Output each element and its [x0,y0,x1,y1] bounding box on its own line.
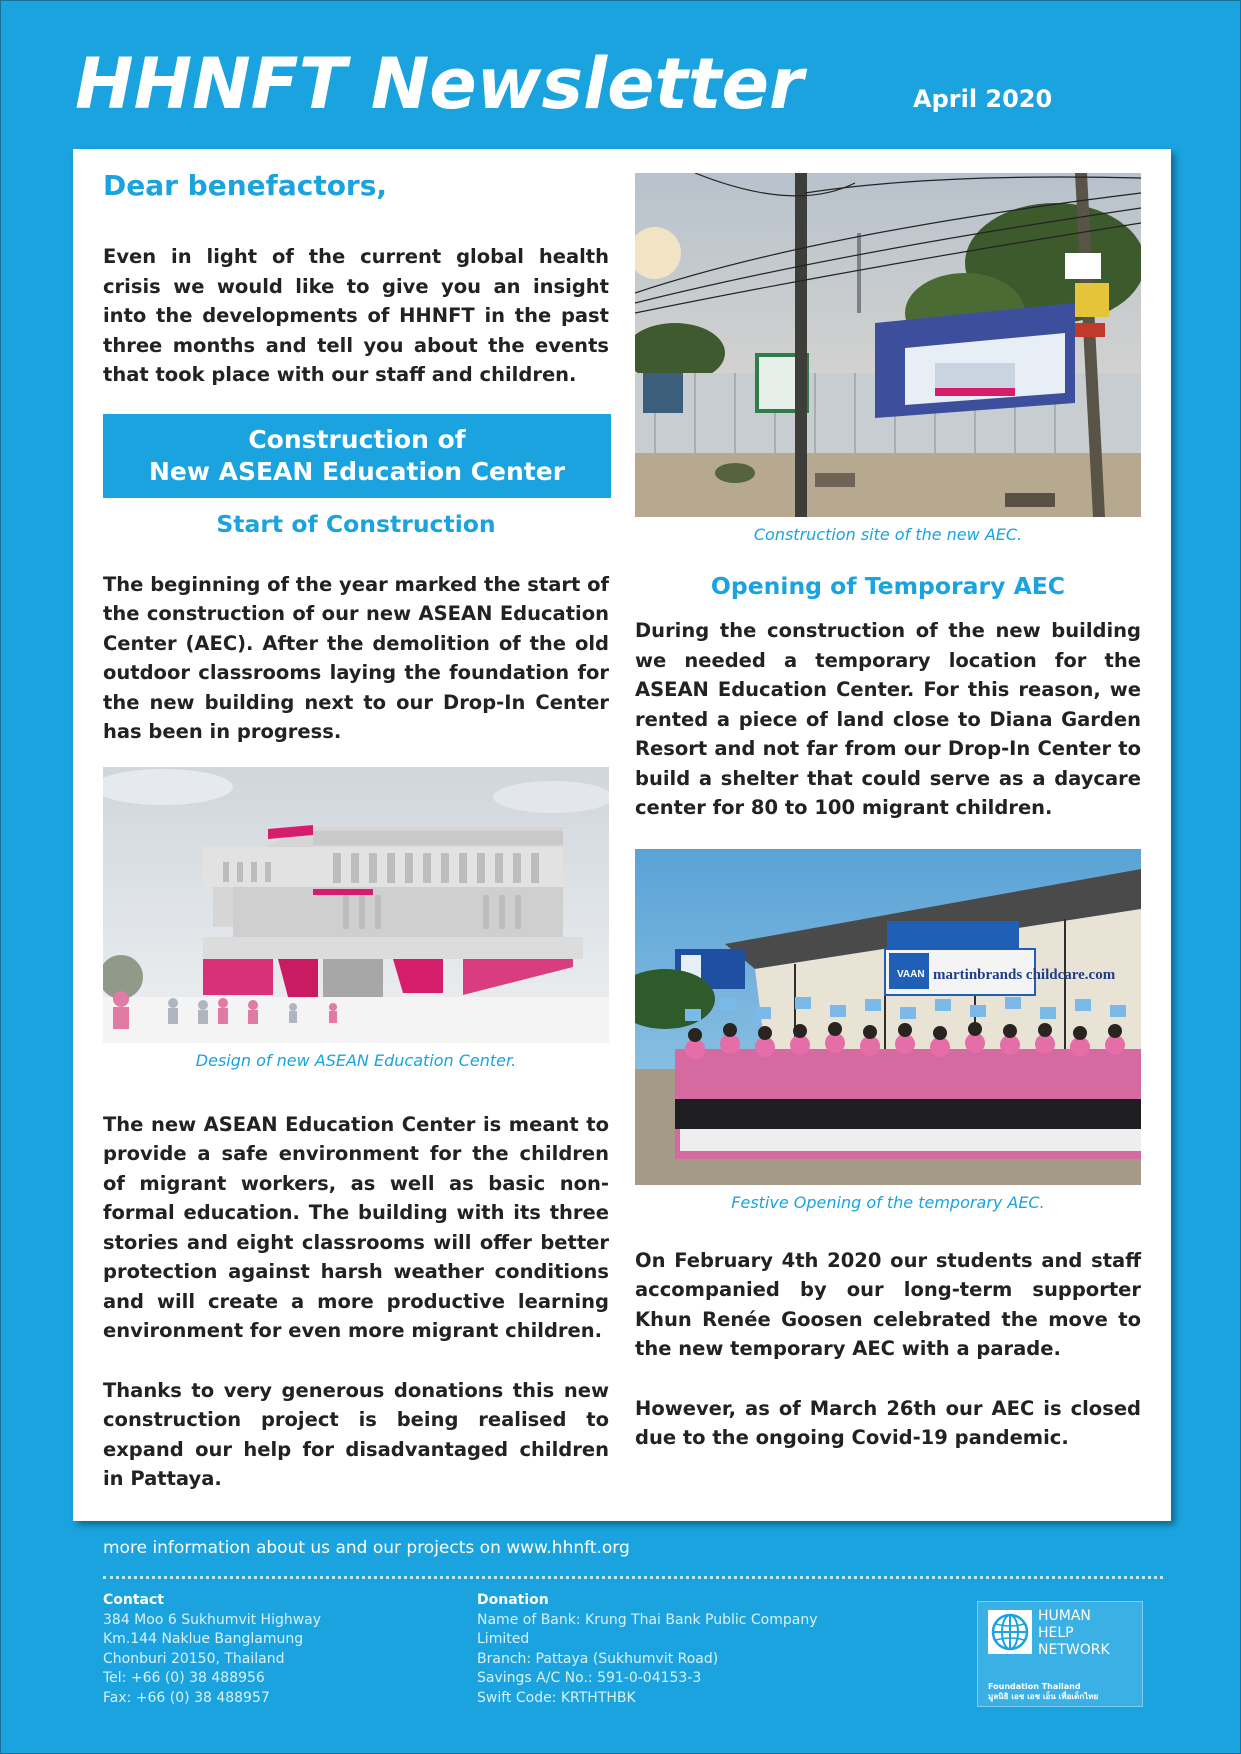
donations-paragraph: Thanks to very generous donations this new construction project is being realised to expand our help for disadvantaged children in Pattaya. [103,1378,609,1490]
left-column [103,169,609,1494]
masthead-title: HHNFT Newsletter [75,43,804,125]
right-column [635,173,1141,1453]
donation-block [477,1591,818,1708]
donation-account: Savings A/C No.: 591-0-04153-3 [477,1670,702,1686]
subhead-opening-temporary: Opening of Temporary AEC [710,572,1066,600]
contact-phone: Tel: +66 (0) 38 488956 [103,1670,265,1686]
banner-line-1: Construction of [248,424,466,454]
parade-paragraph: On February 4th 2020 our students and staff accompanied by our long-term supporter Khun Renée Goosen celebrated the move to the new temporary AEC with a parade. [635,1248,1141,1360]
donation-heading: Donation [477,1592,549,1608]
dotted-divider [103,1576,1163,1579]
logo-name [1038,1608,1110,1659]
logo-tagline-en: Foundation Thailand [988,1682,1081,1691]
contact-block [103,1591,321,1708]
donation-line: Name of Bank: Krung Thai Bank Public Company [477,1611,818,1628]
intro-paragraph: Even in light of the current global health crisis we would like to give you an insight into the developments of HHNFT in the past three months and tell you about the events that took place with our staff and children. [103,245,609,386]
sign-martinbrands-text: martinbrands childcare.com [933,966,1116,983]
section-banner [103,414,611,498]
caption-design: Design of new ASEAN Education Center. [195,1050,517,1070]
construction-site-photo [635,173,1141,517]
sign-vaan-text: VAAN [897,968,925,980]
logo-tagline [988,1682,1098,1702]
caption-site: Construction site of the new AEC. [753,525,1023,544]
issue-date: April 2020 [913,85,1053,113]
content-panel [73,149,1171,1521]
start-construction-paragraph: The beginning of the year marked the start of the construction of our new ASEAN Education Center (AEC). After the demolition of the old outdoor classrooms laying the foundation for the new building next to our Drop-In Center has been in progress. [103,572,609,743]
contact-line: Chonburi 20150, Thailand [103,1650,285,1667]
logo-name-line: NETWORK [1038,1642,1110,1658]
contact-heading: Contact [103,1592,164,1608]
subhead-start-construction: Start of Construction [216,509,496,538]
contact-line: Km.144 Naklue Banglamung [103,1631,304,1647]
design-rendering-photo [103,767,609,1043]
logo-name-line: HUMAN [1038,1608,1091,1624]
festive-opening-photo [635,849,1141,1185]
banner-line-2: New ASEAN Education Center [148,456,566,486]
logo-tagline-th: มูลนิธิ เอช เอช เอ็น เพื่อเด็กไทย [988,1692,1099,1701]
closure-paragraph: However, as of March 26th our AEC is closed due to the ongoing Covid-19 pandemic. [635,1396,1141,1449]
donation-swift: Swift Code: KRTHTHBK [477,1689,636,1706]
website-link[interactable]: more information about us and our projects on www.hhnft.org [103,1538,630,1558]
new-aec-paragraph: The new ASEAN Education Center is meant to provide a safe environment for the children of migrant workers, as well as basic non-formal education. The building with its three stories and eight classrooms will offer better protection against harsh weather conditions and will create a more productive learning environment for even more migrant children. [103,1112,609,1342]
donation-line: Branch: Pattaya (Sukhumvit Road) [477,1650,719,1667]
logo-name-line: HELP [1038,1625,1074,1641]
globe-icon [988,1610,1032,1654]
greeting: Dear benefactors, [103,169,388,202]
hhn-logo [977,1601,1143,1707]
contact-fax: Fax: +66 (0) 38 488957 [103,1689,270,1706]
caption-opening: Festive Opening of the temporary AEC. [731,1192,1045,1212]
donation-line: Limited [477,1631,530,1647]
contact-line: 384 Moo 6 Sukhumvit Highway [103,1611,322,1628]
temporary-aec-paragraph: During the construction of the new building we needed a temporary location for the ASEAN Education Center. For this reason, we rented a piece of land close to Diana Garden Resort and not far from our Drop-In Center to build a shelter that could serve as a daycare center for 80 to 100 migrant children. [635,619,1141,819]
